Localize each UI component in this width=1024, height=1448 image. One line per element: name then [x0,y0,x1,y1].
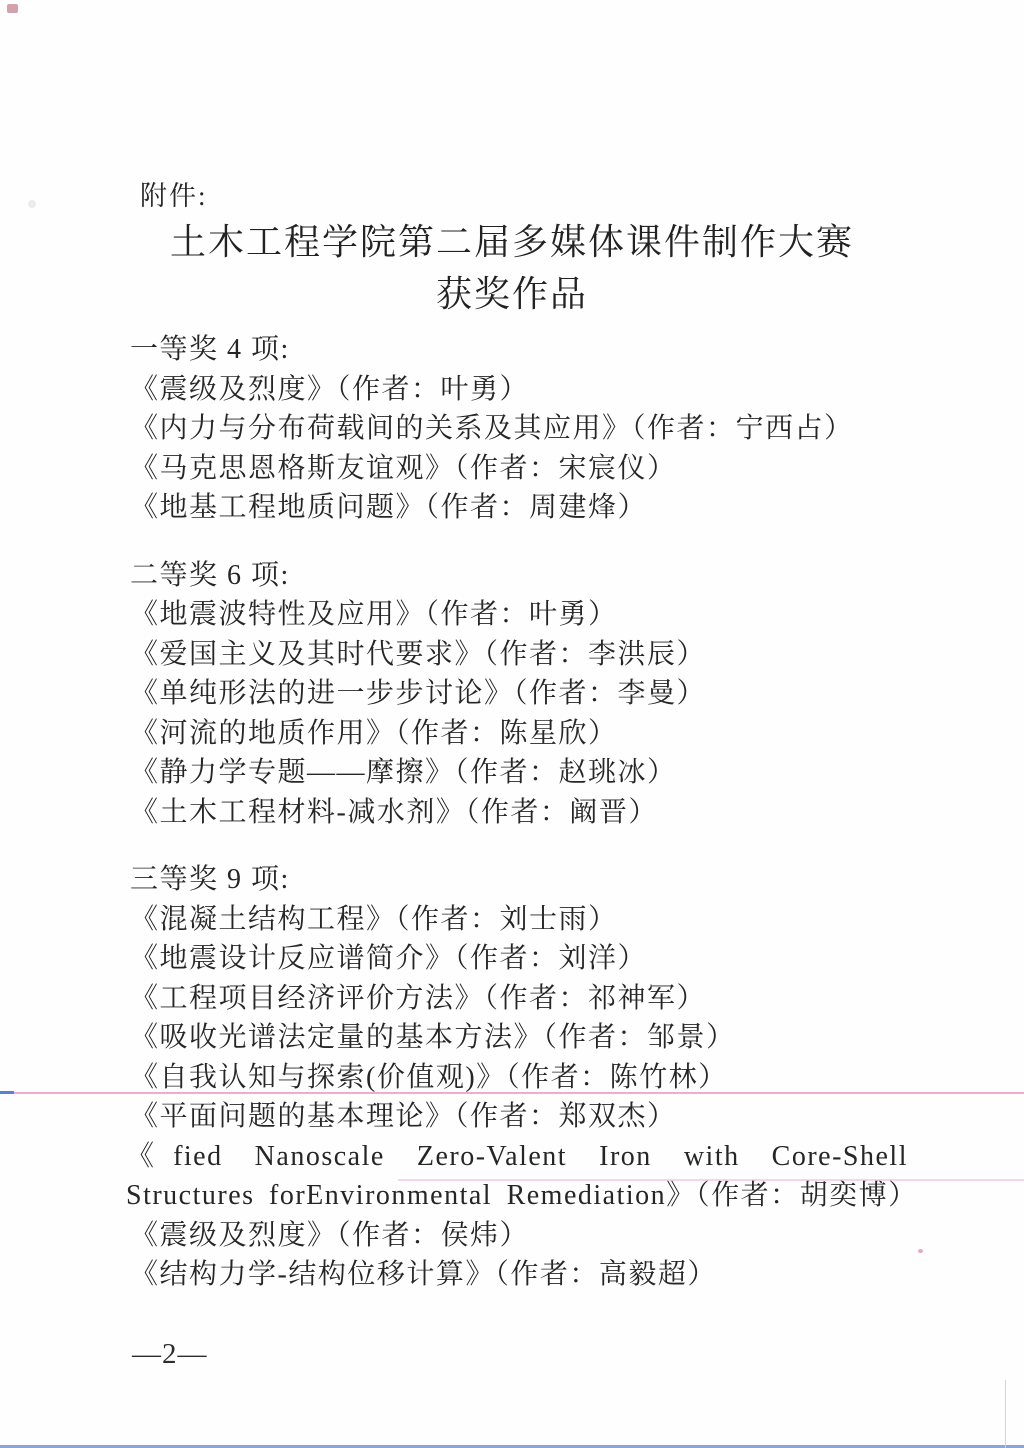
award-item: 《平面问题的基本理论》（作者：郑双杰） [130,1101,677,1132]
scan-artifact-corner-mark [7,4,18,13]
award-item: 《吸收光谱法定量的基本方法》（作者：邹景） [130,1022,736,1053]
award-item: 《结构力学-结构位移计算》（作者：高毅超） [130,1259,717,1290]
award-item: 《静力学专题——摩擦》（作者：赵珧冰） [130,757,677,788]
award-item: 《地震设计反应谱简介》（作者：刘洋） [130,943,648,974]
award-item: 《马克思恩格斯友谊观》（作者：宋宸仪） [130,452,677,484]
award-item: 《土木工程材料-减水剂》（作者：阚晋） [130,796,658,828]
award-item: 《地基工程地质问题》（作者：周建烽） [130,492,648,523]
award-item: 《震级及烈度》（作者：侯炜） [130,1219,530,1251]
scan-artifact-pink-line [0,1092,1024,1094]
award-item: 《地震波特性及应用》（作者：叶勇） [130,599,618,630]
third-prize-heading: 三等奖 9 项: [130,864,290,895]
page-number: —2— [132,1338,208,1370]
scan-artifact-pink-dot [918,1249,923,1253]
award-item: 《河流的地质作用》（作者：陈星欣） [130,717,618,749]
award-item-english: 《fied Nanoscale Zero-Valent Iron with Core-Shell Structures forEnvironmental Remediation》（作者：胡奕博） [126,1140,918,1211]
scan-artifact-faint-pink-line [398,1179,1024,1181]
award-item: 《震级及烈度》（作者：叶勇） [130,373,530,405]
scan-artifact-smudge [28,200,36,208]
scan-artifact-right-edge-line [1005,1380,1006,1448]
first-prize-section [130,330,908,528]
second-prize-heading: 二等奖 6 项: [130,559,290,591]
award-item: 《工程项目经济评价方法》（作者：祁神军） [130,982,707,1014]
document-title-line2: 获奖作品 [435,274,588,314]
scan-artifact-blue-tip [0,1091,14,1094]
document-title-line1: 土木工程学院第二届多媒体课件制作大赛 [169,222,854,262]
award-item: 《内力与分布荷载间的关系及其应用》（作者：宁西占） [130,413,854,444]
award-item: 《自我认知与探索(价值观)》（作者：陈竹林） [130,1061,728,1093]
attachment-label: 附件: [140,181,208,211]
second-prize-section [130,556,908,833]
award-item: 《爱国主义及其时代要求》（作者：李洪辰） [130,638,707,670]
first-prize-heading: 一等奖 4 项: [130,334,290,365]
award-item: 《混凝土结构工程》（作者：刘士雨） [130,903,618,935]
third-prize-section [126,860,918,1295]
document-body [0,330,1024,1295]
award-item: 《单纯形法的进一步步讨论》（作者：李曼） [130,678,707,709]
